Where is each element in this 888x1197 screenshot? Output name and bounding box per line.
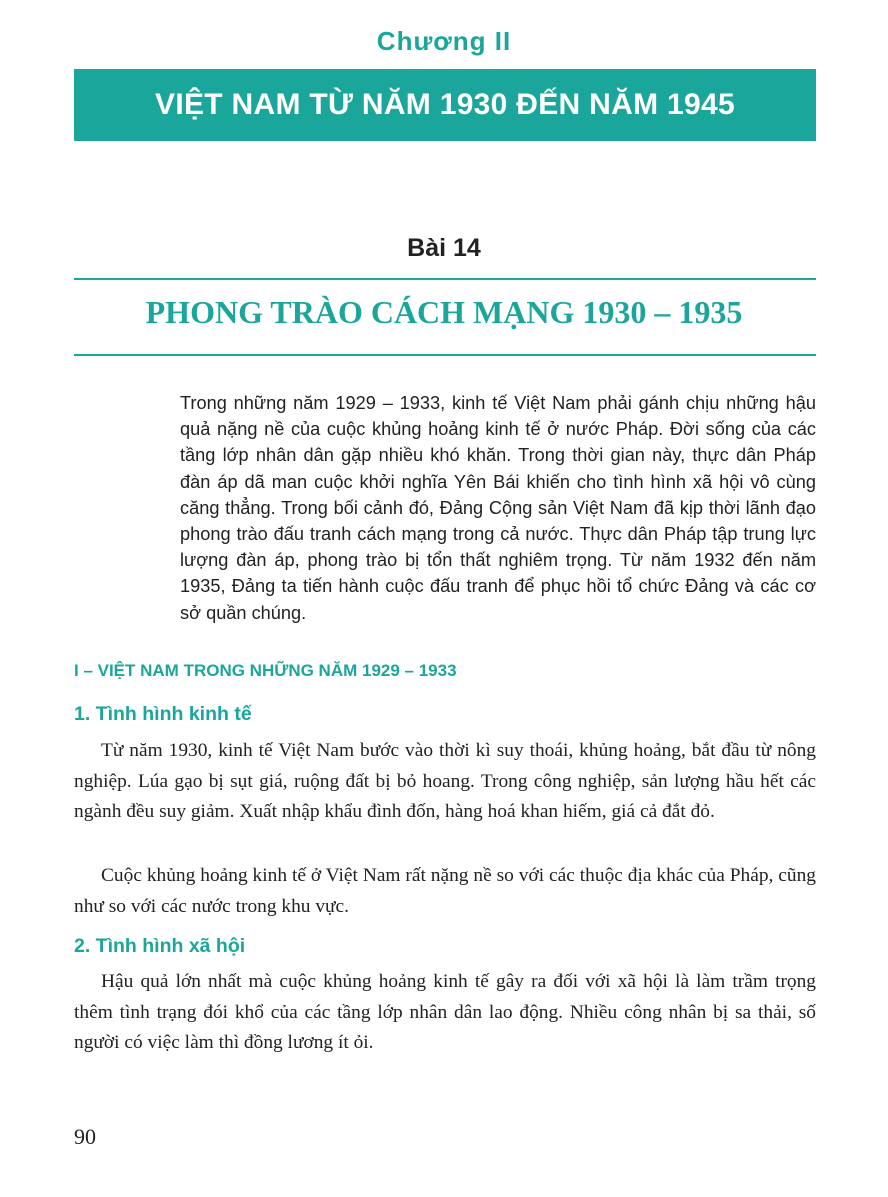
paragraph: Từ năm 1930, kinh tế Việt Nam bước vào thời kì suy thoái, khủng hoảng, bắt đầu từ nông nghiệp. Lúa gạo bị sụt giá, ruộng đất bị bỏ hoang. Trong công nghiệp, sản lượng hầu hết các ngành đều suy giảm. Xuất nhập khẩu đình đốn, hàng hoá khan hiếm, giá cả đắt đỏ.	[74, 740, 816, 822]
section-heading: I – VIỆT NAM TRONG NHỮNG NĂM 1929 – 1933	[74, 661, 457, 680]
paragraph: Hậu quả lớn nhất mà cuộc khủng hoảng kinh tế gây ra đối với xã hội là làm trầm trọng thêm tình trạng đói khổ của các tầng lớp nhân dân lao động. Nhiều công nhân bị sa thải, số người có việc làm thì đồng lương ít ỏi.	[74, 971, 816, 1053]
chapter-banner	[74, 69, 816, 141]
economy-paragraph-1	[74, 736, 816, 828]
subsection-heading-society: 2. Tình hình xã hội	[74, 935, 246, 957]
page-number: 90	[74, 1124, 96, 1149]
lesson-title-top-rule	[74, 278, 816, 280]
chapter-title: VIỆT NAM TỪ NĂM 1930 ĐẾN NĂM 1945	[155, 88, 735, 121]
lesson-title: PHONG TRÀO CÁCH MẠNG 1930 – 1935	[145, 294, 743, 330]
lesson-title-bottom-rule	[74, 354, 816, 356]
paragraph: Cuộc khủng hoảng kinh tế ở Việt Nam rất nặng nề so với các thuộc địa khác của Pháp, cũng như so với các nước trong khu vực.	[74, 865, 816, 917]
lesson-intro: Trong những năm 1929 – 1933, kinh tế Việt Nam phải gánh chịu những hậu quả nặng nề của cuộc khủng hoảng kinh tế ở nước Pháp. Đời sống của các tầng lớp nhân dân gặp nhiều khó khăn. Trong thời gian này, thực dân Pháp đàn áp dã man cuộc khởi nghĩa Yên Bái khiến cho tình hình xã hội vô cùng căng thẳng. Trong bối cảnh đó, Đảng Cộng sản Việt Nam đã kịp thời lãnh đạo phong trào đấu tranh cách mạng trong cả nước. Thực dân Pháp tập trung lực lượng đàn áp, phong trào bị tổn thất nghiêm trọng. Từ năm 1932 đến năm 1935, Đảng ta tiến hành cuộc đấu tranh để phục hồi tổ chức Đảng và các cơ sở quần chúng.	[180, 393, 816, 623]
subsection-heading-economy: 1. Tình hình kinh tế	[74, 703, 252, 725]
economy-paragraph-2	[74, 861, 816, 922]
society-paragraph-1	[74, 967, 816, 1059]
lesson-number: Bài 14	[407, 234, 481, 262]
chapter-label: Chương II	[376, 26, 512, 56]
